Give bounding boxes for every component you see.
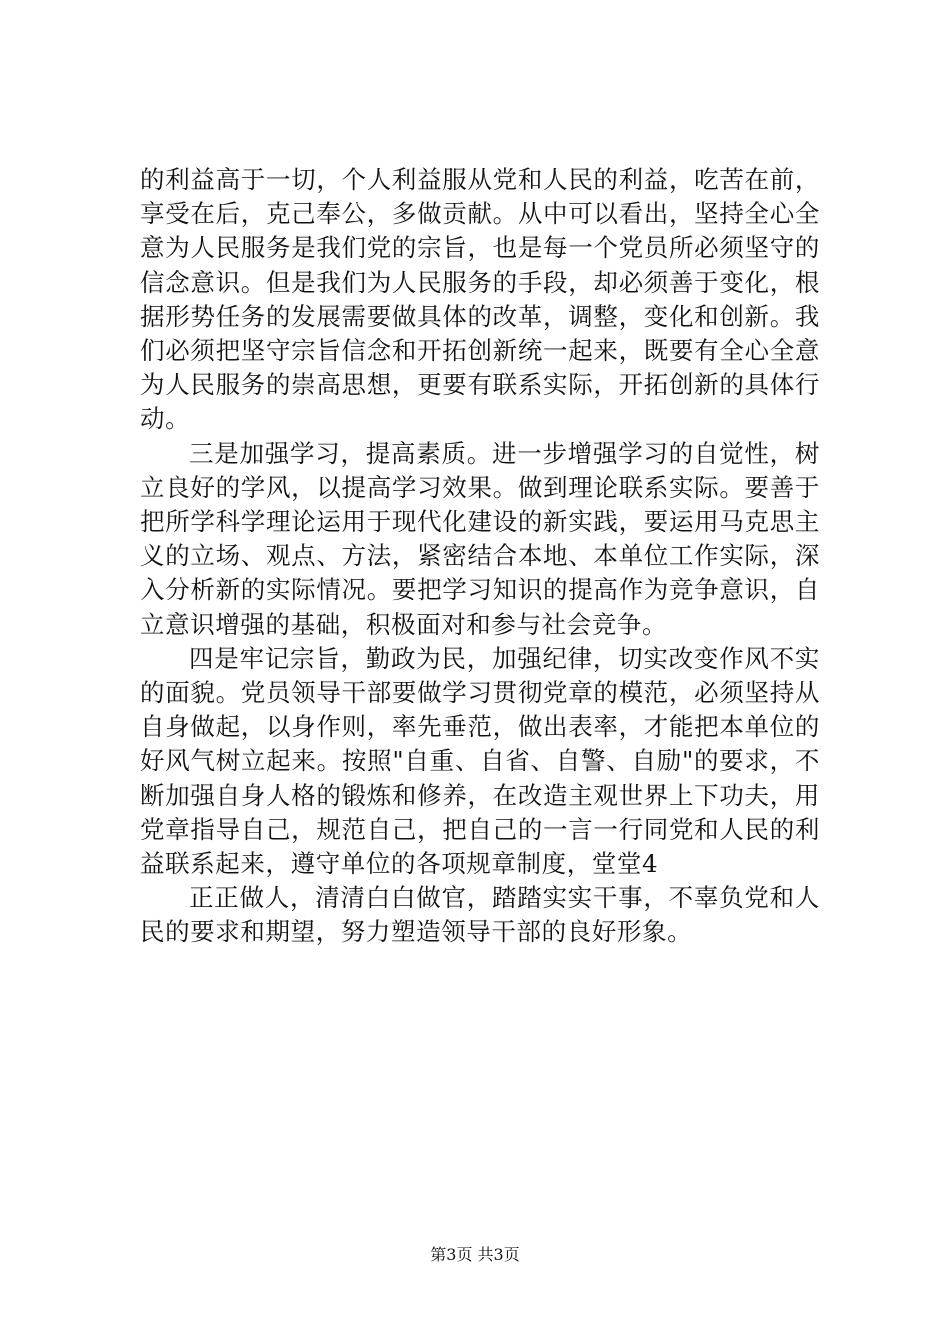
document-body <box>140 163 820 950</box>
page-footer: 第3页 共3页 <box>430 1245 520 1264</box>
paragraph-closing: 正正做人，清清白白做官，踏踏实实干事，不辜负党和人民的要求和期望，努力塑造领导干部的良好形象。 <box>140 883 820 947</box>
paragraph-item-three: 三是加强学习，提高素质。进一步增强学习的自觉性，树立良好的学风，以提高学习效果。做到理论联系实际。要善于把所学科学理论运用于现代化建设的新实践，要运用马克思主义的立场、观点、方法，紧密结合本地、本单位工作实际，深入分析新的实际情况。要把学习知识的提高作为竞争意识，自立意识增强的基础，积极面对和参与社会竞争。 <box>140 438 820 639</box>
paragraph-continuation: 的利益高于一切，个人利益服从党和人民的利益，吃苦在前，享受在后，克己奉公，多做贡献。从中可以看出，坚持全心全意为人民服务是我们党的宗旨，也是每一个党员所必须坚守的信念意识。但是我们为人民服务的手段，却必须善于变化，根据形势任务的发展需要做具体的改革，调整，变化和创新。我们必须把坚守宗旨信念和开拓创新统一起来，既要有全心全意为人民服务的崇高思想，更要有联系实际，开拓创新的具体行动。 <box>140 165 820 434</box>
paragraph-item-four: 四是牢记宗旨，勤政为民，加强纪律，切实改变作风不实的面貌。党员领导干部要做学习贯彻党章的模范，必须坚持从自身做起，以身作则，率先垂范，做出表率，才能把本单位的好风气树立起来。按照"自重、自省、自警、自励"的要求，不断加强自身人格的锻炼和修养，在改造主观世界上下功夫，用党章指导自己，规范自己，把自己的一言一行同党和人民的利益联系起来，遵守单位的各项规章制度，堂堂4 <box>140 643 820 879</box>
